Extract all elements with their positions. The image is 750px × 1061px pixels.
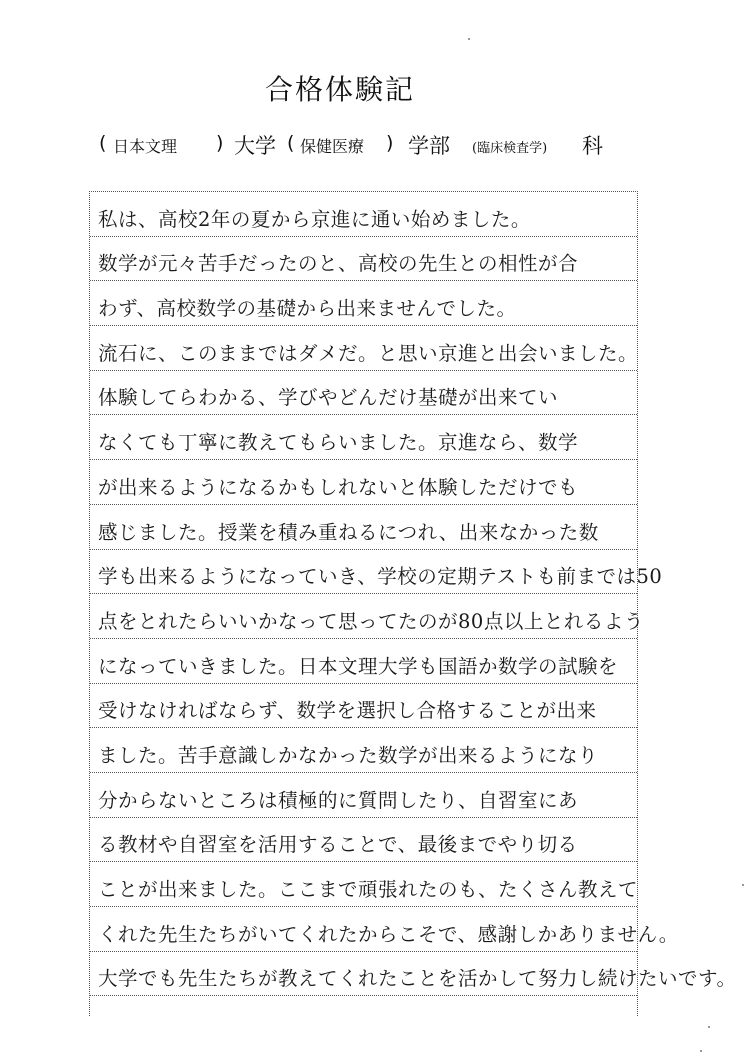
close-paren: ) — [386, 132, 394, 154]
manuscript-row — [90, 728, 637, 773]
open-paren: ( — [99, 132, 107, 154]
page-title: 合格体験記 — [264, 73, 415, 106]
manuscript-row — [90, 281, 637, 326]
manuscript-row — [90, 460, 637, 505]
essay-line: 数学が元々苦手だったのと、高校の先生との相性が合 — [98, 252, 579, 276]
department-label: 科 — [582, 134, 603, 158]
essay-line: わず、高校数学の基礎から出来ませんでした。 — [98, 297, 517, 321]
essay-line: 点をとれたらいいかなって思ってたのが80点以上とれるよう — [98, 609, 644, 633]
essay-line: 体験してらわかる、学びやどんだけ基礎が出来てい — [98, 386, 559, 410]
faculty-name: 保健医療 — [300, 137, 365, 156]
manuscript-row — [90, 684, 637, 729]
essay-line: くれた先生たちがいてくれたからこそで、感謝しかありません。 — [98, 922, 679, 946]
manuscript-row — [90, 818, 637, 863]
manuscript-row — [90, 415, 637, 460]
manuscript-row — [90, 326, 637, 371]
manuscript-row — [90, 192, 637, 237]
close-paren: ) — [216, 132, 224, 154]
scan-speck — [468, 38, 470, 40]
manuscript-row — [90, 773, 637, 818]
essay-line: になっていきました。日本文理大学も国語か数学の試験を — [98, 654, 619, 678]
manuscript-row — [90, 594, 644, 639]
essay-line: ました。苦手意識しかなかった数学が出来るようになり — [98, 743, 599, 767]
manuscript-row — [90, 862, 637, 907]
essay-line: 流石に、このままではダメだ。と思い京進と出会いました。 — [98, 341, 639, 365]
essay-line: 感じました。授業を積み重ねるにつれ、出来なかった数 — [98, 520, 599, 544]
manuscript-row — [90, 639, 637, 684]
essay-line: 私は、高校2年の夏から京進に通い始めました。 — [98, 207, 531, 231]
essay-line: が出来るようになるかもしれないと体験しただけでも — [98, 475, 579, 499]
department-name: (臨床検査学) — [472, 141, 548, 156]
university-name: 日本文理 — [113, 137, 178, 156]
manuscript-row — [90, 371, 637, 416]
manuscript-row — [90, 952, 737, 997]
affiliation-line — [95, 128, 655, 162]
scan-speck — [742, 884, 744, 886]
manuscript-sheet — [89, 191, 737, 1016]
manuscript-row — [90, 237, 637, 282]
manuscript-row — [90, 907, 679, 952]
manuscript-row — [90, 550, 663, 595]
scan-speck — [708, 1026, 710, 1028]
essay-line: ことが出来ました。ここまで頑張れたのも、たくさん教えて — [98, 878, 639, 901]
manuscript-row — [90, 505, 637, 550]
essay-line: 受けなければならず、数学を選択し合格することが出来 — [98, 699, 597, 723]
essay-line: 学も出来るようになっていき、学校の定期テストも前までは50 — [98, 565, 663, 589]
university-label: 大学 — [234, 134, 276, 158]
scan-speck — [700, 1050, 702, 1052]
essay-line: 大学でも先生たちが教えてくれたことを活かして努力し続けたいです。 — [98, 967, 737, 991]
essay-line: なくても丁寧に教えてもらいました。京進なら、数学 — [98, 431, 579, 455]
faculty-label: 学部 — [408, 134, 450, 158]
open-paren: ( — [287, 132, 295, 154]
essay-line: る教材や自習室を活用することで、最後までやり切る — [98, 833, 578, 857]
essay-line: 分からないところは積極的に質問したり、自習室にあ — [98, 788, 579, 812]
